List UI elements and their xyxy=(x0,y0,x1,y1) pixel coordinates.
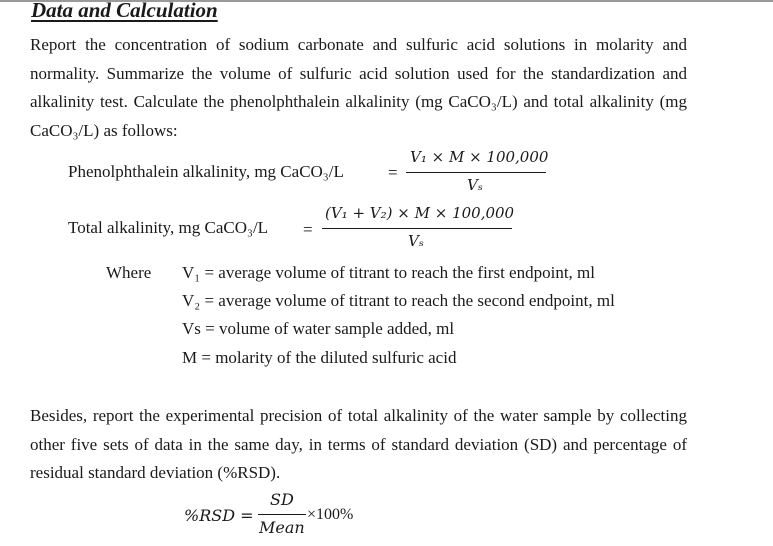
intro-paragraph: Report the concentration of sodium carbonate and sulfuric acid solutions in molarity and normality. Summarize the volume of sulfuric acid solution used for the standardization and alkalinity test. Calculate the phenolphthalein alkalinity (mg CaCO₃/L) and total alkalinity (mg CaCO₃/L) as follows: xyxy=(30,35,687,140)
formula1-fraction-bar xyxy=(406,172,546,173)
formula3-numerator: SD xyxy=(270,490,294,509)
where-item-vs: Vs = volume of water sample added, ml xyxy=(182,319,455,338)
precision-paragraph: Besides, report the experimental precision of total alkalinity of the water sample by collecting other five sets of data in the same day, in terms of standard deviation (SD) and percentage of residual standard deviation (%RSD). xyxy=(30,406,687,483)
formula1-numerator: V₁ × M × 100,000 xyxy=(410,148,549,166)
formula1-label: Phenolphthalein alkalinity, mg CaCO₃/L xyxy=(68,162,344,181)
formula3-fraction-bar xyxy=(258,514,306,515)
formula3-multiplier: ×100% xyxy=(307,506,354,523)
formula2-fraction-bar xyxy=(322,228,512,229)
formula3-lhs: %RSD = xyxy=(184,506,254,525)
where-item-v1: V₁ = average volume of titrant to reach the first endpoint, ml xyxy=(182,263,595,282)
formula1-equals: = xyxy=(388,163,398,182)
formula2-equals: = xyxy=(303,220,313,239)
section-heading: Data and Calculation xyxy=(31,0,218,22)
formula2-numerator: (V₁ + V₂) × M × 100,000 xyxy=(325,204,515,222)
where-item-m: M = molarity of the diluted sulfuric acid xyxy=(182,348,457,367)
where-label: Where xyxy=(106,263,152,282)
formula2-label: Total alkalinity, mg CaCO₃/L xyxy=(68,218,269,237)
formula2-denominator: Vₛ xyxy=(408,232,424,250)
where-item-v2: V₂ = average volume of titrant to reach the second endpoint, ml xyxy=(182,291,615,310)
formula3-denominator: Mean xyxy=(259,518,305,537)
formula1-denominator: Vₛ xyxy=(467,176,483,194)
